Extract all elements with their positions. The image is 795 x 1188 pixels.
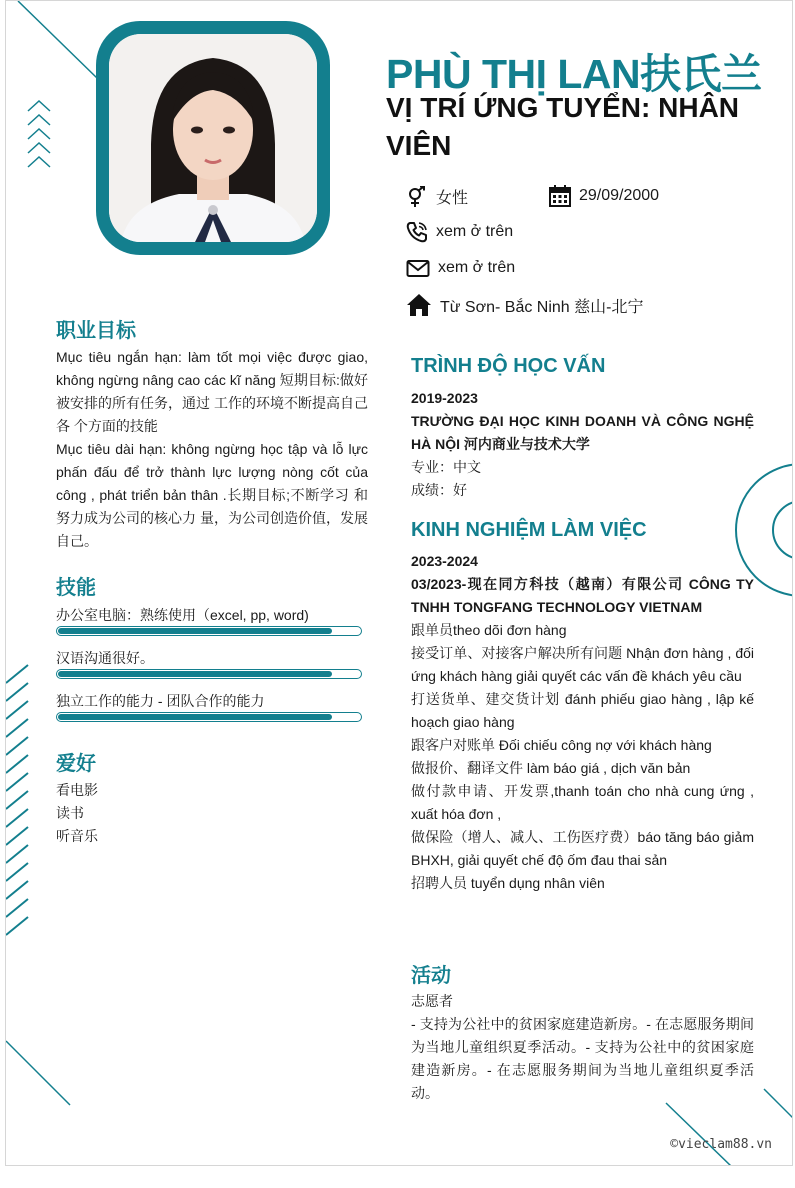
candidate-name: PHÙ THỊ LAN扶氏兰 [386, 51, 762, 97]
activities-title: 活动 [411, 965, 451, 987]
experience-duty: 跟单员theo dõi đơn hàng [411, 622, 567, 638]
email-value: xem ở trên [438, 259, 516, 276]
mail-icon [406, 257, 430, 279]
experience-duty: 接受订单、对接客户解决所有问题 Nhận đơn hàng , đối ứng khách hàng giải quyết các vấn đề khách yêu cầu [411, 645, 754, 684]
education-title: TRÌNH ĐỘ HỌC VẤN [411, 355, 606, 377]
skill-bar-fill [58, 628, 332, 634]
activities-block [411, 990, 754, 1105]
objective-title: 职业目标 [56, 320, 136, 342]
experience-title: KINH NGHIỆM LÀM VIỆC [411, 519, 647, 541]
skill-label-teamwork: 独立工作的能力 - 团队合作的能力 [56, 693, 265, 709]
skills-title: 技能 [56, 577, 96, 599]
experience-duty: 做付款申请、开发票,thanh toán cho nhà cung ứng , xuất hóa đơn , [411, 783, 754, 822]
skill-bar-fill [58, 714, 332, 720]
education-period: 2019-2023 [411, 390, 478, 406]
education-school: TRƯỜNG ĐẠI HỌC KINH DOANH VÀ CÔNG NGHỆ HÀ NỘI 河内商业与技术大学 [411, 413, 754, 452]
portrait-illustration [109, 34, 317, 242]
gender-icon [406, 186, 428, 208]
activity-role: 志愿者 [411, 993, 453, 1009]
hobby-item: 读书 [56, 805, 84, 821]
phone-value: xem ở trên [436, 223, 514, 240]
hobby-item: 看电影 [56, 782, 98, 798]
experience-duty: 做报价、翻译文件 làm báo giá , dịch văn bản [411, 760, 691, 776]
skill-bar-chinese [56, 669, 362, 679]
short-term-objective: Mục tiêu ngắn hạn: làm tốt mọi việc được giao, không ngừng nâng cao các kĩ năng 短期目标:做好被安排的所有任务，通过 工作的环境不断提高自己各 个方面的技能 [56, 349, 368, 434]
objective-text [56, 346, 368, 553]
address-row [406, 293, 643, 317]
hobbies-title: 爱好 [56, 753, 96, 775]
phone-row [406, 221, 513, 243]
education-major: 专业：中文 [411, 459, 481, 475]
experience-duty: 招聘人员 tuyển dụng nhân viên [411, 875, 605, 891]
hobby-item: 听音乐 [56, 828, 98, 844]
watermark: ©vieclam88.vn [670, 1137, 772, 1152]
phone-icon [406, 221, 428, 243]
experience-period: 2023-2024 [411, 553, 478, 569]
experience-duty: 做保险（增人、减人、工伤医疗费）báo tăng báo giảm BHXH, giải quyết chế độ ốm đau thai sản [411, 829, 754, 868]
activity-description: - 支持为公社中的贫困家庭建造新房。- 在志愿服务期间为当地儿童组织夏季活动。- 支持为公社中的贫困家庭建造新房。- 在志愿服务期间为当地儿童组织夏季活动。 [411, 1016, 754, 1101]
skill-bar-office [56, 626, 362, 636]
skill-bar-teamwork [56, 712, 362, 722]
profile-photo [109, 34, 317, 242]
address-value: Từ Sơn- Bắc Ninh 慈山-北宁 [440, 298, 644, 316]
skill-label-office: 办公室电脑：熟练使用（excel, pp, word) [56, 607, 309, 623]
calendar-icon [549, 185, 571, 207]
long-term-objective: Mục tiêu dài hạn: không ngừng học tập và lỗ lực phấn đấu để trở thành lực lượng nòng cốt của công , phát triển bản thân .长期目标;不断学习 和努力成为公司的核心力 量，为公司创造价值，发展自己。 [56, 441, 368, 549]
skill-label-chinese: 汉语沟通很好。 [56, 650, 154, 666]
gender-value: 女性 [436, 190, 469, 207]
experience-block [411, 550, 754, 895]
education-grade: 成绩：好 [411, 482, 467, 498]
experience-duty: 跟客户对账单 Đối chiếu công nợ với khách hàng [411, 737, 712, 753]
experience-company: 03/2023-现在同方科技（越南）有限公司 CÔNG TY TNHH TONGFANG TECHNOLOGY VIETNAM [411, 576, 754, 615]
cv-page [5, 0, 793, 1166]
hobbies-list [56, 779, 356, 848]
email-row [406, 257, 515, 279]
dob-value: 29/09/2000 [579, 187, 660, 204]
experience-duty: 打送货单、建交货计划 đánh phiếu giao hàng , lập kế hoạch giao hàng [411, 691, 754, 730]
gender-row [406, 185, 468, 208]
home-icon [406, 293, 432, 317]
dob-row [549, 185, 659, 207]
education-block [411, 387, 754, 502]
skill-bar-fill [58, 671, 332, 677]
profile-photo-frame [96, 21, 330, 255]
applied-position: VỊ TRÍ ỨNG TUYỂN: NHÂN VIÊN [386, 92, 740, 161]
